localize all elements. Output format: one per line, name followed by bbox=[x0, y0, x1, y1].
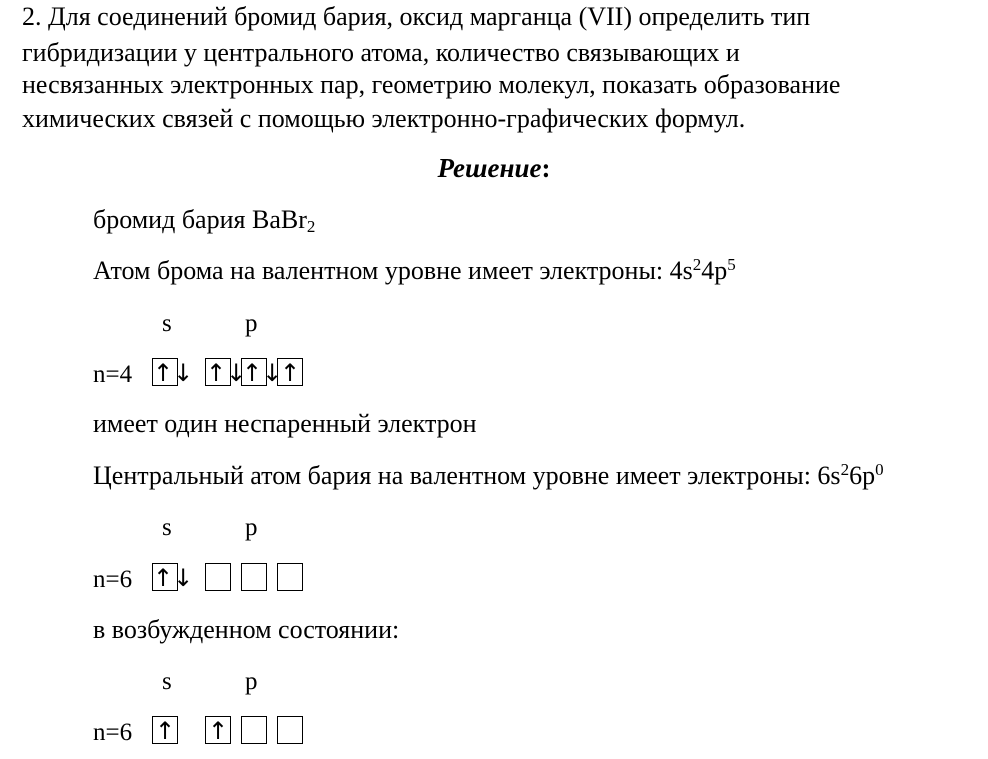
task-line-2: гибридизации у центрального атома, количество связывающих и bbox=[22, 38, 740, 67]
diagram1-p2-orbital-cell: ↑↓ bbox=[242, 359, 283, 387]
bromine-p-orbital: 4p bbox=[701, 256, 728, 285]
diagram2-s-orbital-cell: ↑↓ bbox=[153, 564, 194, 592]
excited-state-text: в возбужденном состоянии: bbox=[93, 615, 400, 644]
task-line-1: 2. Для соединений бромид бария, оксид марганца (VII) определить тип bbox=[22, 2, 811, 31]
diagram1-s-orbital-cell: ↑↓ bbox=[153, 359, 194, 387]
diagram3-s-orbital-cell: ↑ bbox=[152, 716, 178, 744]
compound-text: бромид бария BaBr bbox=[93, 205, 307, 234]
diagram3-s-label: s bbox=[162, 668, 172, 695]
barium-s-exponent: 2 bbox=[840, 460, 850, 479]
diagram3-p1-orbital-cell: ↑ bbox=[205, 716, 231, 744]
task-line-3: несвязанных электронных пар, геометрию молекул, показать образование bbox=[22, 70, 841, 99]
diagram2-s-label: s bbox=[162, 514, 172, 541]
compound-line bbox=[93, 205, 316, 236]
unpaired-electron-text: имеет один неспаренный электрон bbox=[93, 409, 477, 438]
compound-subscript: 2 bbox=[306, 217, 316, 236]
diagram1-p-label: p bbox=[245, 310, 258, 337]
barium-p-exponent: 0 bbox=[875, 460, 884, 479]
solution-heading-text: Решение bbox=[437, 153, 542, 183]
barium-config-line bbox=[93, 460, 884, 490]
diagram2-level-label: n=6 bbox=[93, 566, 133, 593]
bromine-p-exponent: 5 bbox=[727, 255, 736, 274]
bromine-s-exponent: 2 bbox=[692, 255, 702, 274]
bromine-config-text: Атом брома на валентном уровне имеет электроны: 4s bbox=[93, 256, 693, 285]
diagram1-s-label: s bbox=[162, 310, 172, 337]
diagram2-p-label: p bbox=[245, 514, 258, 541]
diagram3-p3-orbital-cell bbox=[277, 716, 303, 744]
barium-p-orbital: 6p bbox=[849, 461, 876, 490]
barium-config-text: Центральный атом бария на валентном уровне имеет электроны: 6s bbox=[93, 461, 841, 490]
diagram3-p-label: p bbox=[245, 668, 258, 695]
diagram1-p1-orbital-cell: ↑↓ bbox=[206, 359, 247, 387]
diagram2-p2-orbital-cell bbox=[241, 563, 267, 591]
diagram1-p3-orbital-cell: ↑ bbox=[277, 358, 303, 386]
bromine-config-line bbox=[93, 255, 736, 285]
solution-heading-colon: : bbox=[541, 153, 551, 183]
task-line-4: химических связей с помощью электронно-графических формул. bbox=[22, 104, 746, 133]
diagram3-p2-orbital-cell bbox=[241, 716, 267, 744]
solution-heading bbox=[0, 155, 988, 182]
diagram2-p3-orbital-cell bbox=[277, 563, 303, 591]
diagram1-level-label: n=4 bbox=[93, 361, 133, 388]
diagram2-p1-orbital-cell bbox=[205, 563, 231, 591]
diagram3-level-label: n=6 bbox=[93, 719, 133, 746]
